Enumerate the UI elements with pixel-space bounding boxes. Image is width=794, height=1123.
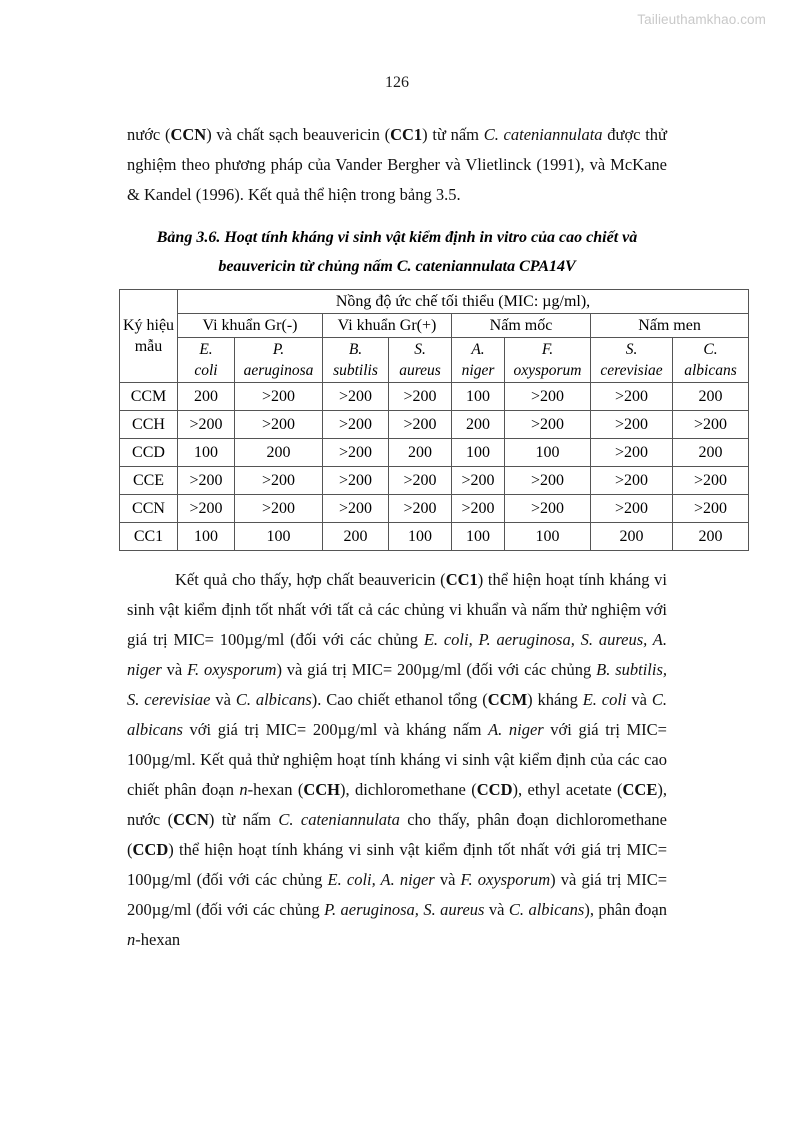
disc-species: F. oxysporum (187, 660, 277, 679)
cell-value: >200 (389, 495, 452, 523)
cell-value: 200 (591, 523, 673, 551)
intro-text-d: được thử nghiệm theo phương pháp của Vander Bergher và Vlietlinck (1991), và McKane & Kandel (1996). Kết quả thể hiện trong bảng 3.5. (127, 125, 667, 204)
disc-text: ) thể hiện hoạt tính kháng vi sinh vật kiểm định tốt nhất với tất cả các chủng vi khuẩn và nấm thử nghiệm với giá trị MIC= 100µg/ml (đối với các chủng (127, 570, 668, 649)
disc-species: C. cateniannulata (278, 810, 400, 829)
cell-value: >200 (591, 467, 673, 495)
disc-code-ccm: CCM (487, 690, 528, 709)
disc-species: E. coli, P. aeruginosa, S. aureus, A. niger (127, 630, 667, 679)
table-caption-line2: beauvericin từ chủng nấm C. cateniannulata CPA14V (218, 258, 576, 275)
disc-text: ), phân đoạn (584, 900, 667, 919)
table-row (120, 411, 749, 439)
cell-value: 200 (673, 523, 749, 551)
disc-text: cho thấy, phân đoạn dichloromethane ( (127, 810, 667, 859)
species-epithet: subtilis (333, 362, 378, 379)
cell-value: >200 (235, 467, 323, 495)
cell-value: >200 (235, 383, 323, 411)
species-epithet: niger (461, 362, 495, 379)
disc-prefix-n-2: n (127, 930, 136, 949)
disc-text: Kết quả cho thấy, hợp chất beauvericin ( (175, 570, 446, 589)
disc-species: E. coli (582, 690, 627, 709)
cell-value: 100 (389, 523, 452, 551)
cell-value: >200 (178, 467, 235, 495)
watermark-text: Tailieuthamkhao.com (637, 12, 766, 27)
cell-value: >200 (389, 411, 452, 439)
disc-code-ccd-2: CCD (132, 840, 169, 859)
row-label: CCE (120, 467, 178, 495)
cell-value: 200 (389, 439, 452, 467)
cell-value: 200 (673, 439, 749, 467)
table-caption-line1: Bảng 3.6. Hoạt tính kháng vi sinh vật kiểm định in vitro của cao chiết và (156, 229, 638, 246)
species-epithet: albicans (684, 362, 737, 379)
disc-code-cc1: CC1 (445, 570, 478, 589)
header-sample-code-cell (120, 290, 178, 383)
disc-text: ), ethyl acetate ( (512, 780, 623, 799)
cell-value: >200 (452, 467, 505, 495)
species-genus: E. (199, 341, 213, 358)
species-genus: P. (272, 341, 285, 358)
cell-value: 100 (452, 383, 505, 411)
species-epithet: coli (194, 362, 218, 379)
cell-value: 200 (452, 411, 505, 439)
disc-species: E. coli, A. niger (327, 870, 435, 889)
disc-species: A. niger (488, 720, 544, 739)
intro-code-ccn: CCN (170, 125, 207, 144)
table-row (120, 439, 749, 467)
cell-value: >200 (591, 383, 673, 411)
disc-code-ccn: CCN (173, 810, 209, 829)
cell-value: >200 (505, 383, 591, 411)
disc-text: ) và giá trị MIC= 200µg/ml (đối với các chủng (276, 660, 597, 679)
discussion-paragraph (127, 565, 667, 955)
header-group-yeast: Nấm men (591, 314, 749, 338)
table-header-group-row (120, 314, 749, 338)
header-mic-title: Nồng độ ức chế tối thiểu (MIC: µg/ml), (178, 290, 749, 314)
header-sample-code-line1: Ký (122, 317, 143, 334)
cell-value: >200 (452, 495, 505, 523)
species-epithet: oxysporum (513, 362, 582, 379)
cell-value: >200 (323, 439, 389, 467)
disc-species: C. albicans (127, 690, 667, 739)
disc-code-cch: CCH (303, 780, 341, 799)
species-epithet: aeruginosa (243, 362, 314, 379)
cell-value: 100 (178, 523, 235, 551)
disc-text: và (434, 870, 461, 889)
intro-code-cc1: CC1 (390, 125, 423, 144)
page-content (122, 120, 737, 955)
cell-value: >200 (323, 467, 389, 495)
cell-value: 100 (505, 523, 591, 551)
cell-value: 200 (323, 523, 389, 551)
row-label: CCM (120, 383, 178, 411)
disc-text: ). Cao chiết ethanol tổng ( (311, 690, 488, 709)
disc-text: ) thể hiện hoạt tính kháng vi sinh vật kiểm định tốt nhất với giá trị MIC= 100µg/ml (đối với các chủng (127, 840, 667, 889)
page-number: 126 (385, 74, 409, 91)
cell-value: >200 (323, 383, 389, 411)
intro-text-c: ) từ nấm (422, 125, 484, 144)
disc-text: ) từ nấm (208, 810, 279, 829)
intro-paragraph (127, 120, 667, 210)
header-species-s-aureus (389, 338, 452, 383)
species-epithet: aureus (399, 362, 441, 379)
disc-text: ) kháng (527, 690, 583, 709)
disc-species: P. aeruginosa, S. aureus (324, 900, 485, 919)
cell-value: 200 (673, 383, 749, 411)
cell-value: 100 (178, 439, 235, 467)
header-species-c-albicans (673, 338, 749, 383)
cell-value: >200 (505, 411, 591, 439)
cell-value: 100 (235, 523, 323, 551)
header-group-gram-positive: Vi khuẩn Gr(+) (323, 314, 452, 338)
cell-value: >200 (673, 495, 749, 523)
header-species-a-niger (452, 338, 505, 383)
cell-value: >200 (591, 439, 673, 467)
cell-value: >200 (235, 495, 323, 523)
header-species-p-aeruginosa (235, 338, 323, 383)
cell-value: >200 (673, 467, 749, 495)
cell-value: >200 (505, 495, 591, 523)
row-label: CCH (120, 411, 178, 439)
species-genus: S. (414, 341, 426, 358)
header-sample-code-line3: mẫu (134, 338, 163, 355)
species-genus: S. (625, 341, 638, 358)
intro-species-name: C. cateniannulata (483, 125, 603, 144)
species-genus: A. (471, 341, 485, 358)
disc-text: ), nước ( (127, 780, 667, 829)
header-species-e-coli (178, 338, 235, 383)
table-row (120, 523, 749, 551)
disc-species: C. albicans (235, 690, 312, 709)
table-row (120, 495, 749, 523)
header-group-mold: Nấm mốc (452, 314, 591, 338)
disc-species: F. oxysporum (460, 870, 551, 889)
disc-text: và (161, 660, 188, 679)
mic-results-table (119, 289, 749, 551)
species-genus: C. (703, 341, 718, 358)
cell-value: >200 (323, 495, 389, 523)
disc-code-cce: CCE (622, 780, 658, 799)
cell-value: >200 (591, 495, 673, 523)
disc-text: ) và giá trị MIC= 200µg/ml (đối với các chủng (127, 870, 668, 919)
disc-text: và (484, 900, 509, 919)
disc-text: -hexan (135, 930, 181, 949)
header-sample-code-line2: hiệu (146, 317, 175, 334)
intro-text-b: ) và chất sạch beauvericin ( (206, 125, 391, 144)
table-header-title-row (120, 290, 749, 314)
cell-value: >200 (178, 495, 235, 523)
header-group-gram-negative: Vi khuẩn Gr(-) (178, 314, 323, 338)
species-epithet: cerevisiae (600, 362, 663, 379)
row-label: CCN (120, 495, 178, 523)
disc-text: ), dichloromethane ( (340, 780, 477, 799)
cell-value: >200 (389, 383, 452, 411)
table-row (120, 383, 749, 411)
disc-text: và (626, 690, 652, 709)
species-genus: F. (541, 341, 554, 358)
header-species-s-cerevisiae (591, 338, 673, 383)
intro-text-a: nước ( (127, 125, 171, 144)
table-header-species-row (120, 338, 749, 383)
cell-value: >200 (235, 411, 323, 439)
cell-value: 100 (452, 523, 505, 551)
row-label: CC1 (120, 523, 178, 551)
disc-text: với giá trị MIC= 100µg/ml. Kết quả thử nghiệm hoạt tính kháng vi sinh vật kiểm định của các cao chiết phân đoạn (127, 720, 667, 799)
disc-species: C. albicans (508, 900, 585, 919)
cell-value: 200 (178, 383, 235, 411)
row-label: CCD (120, 439, 178, 467)
disc-text: với giá trị MIC= 200µg/ml và kháng nấm (182, 720, 489, 739)
cell-value: >200 (178, 411, 235, 439)
disc-prefix-n: n (239, 780, 248, 799)
disc-text: -hexan ( (247, 780, 304, 799)
cell-value: >200 (389, 467, 452, 495)
disc-species: B. subtilis, S. cerevisiae (127, 660, 668, 709)
species-genus: B. (348, 341, 363, 358)
cell-value: 100 (452, 439, 505, 467)
cell-value: >200 (323, 411, 389, 439)
disc-text: và (210, 690, 236, 709)
header-species-f-oxysporum (505, 338, 591, 383)
cell-value: 200 (235, 439, 323, 467)
cell-value: >200 (673, 411, 749, 439)
table-row (120, 467, 749, 495)
disc-code-ccd: CCD (476, 780, 513, 799)
cell-value: >200 (591, 411, 673, 439)
table-caption (127, 223, 667, 281)
cell-value: 100 (505, 439, 591, 467)
cell-value: >200 (505, 467, 591, 495)
header-species-b-subtilis (323, 338, 389, 383)
